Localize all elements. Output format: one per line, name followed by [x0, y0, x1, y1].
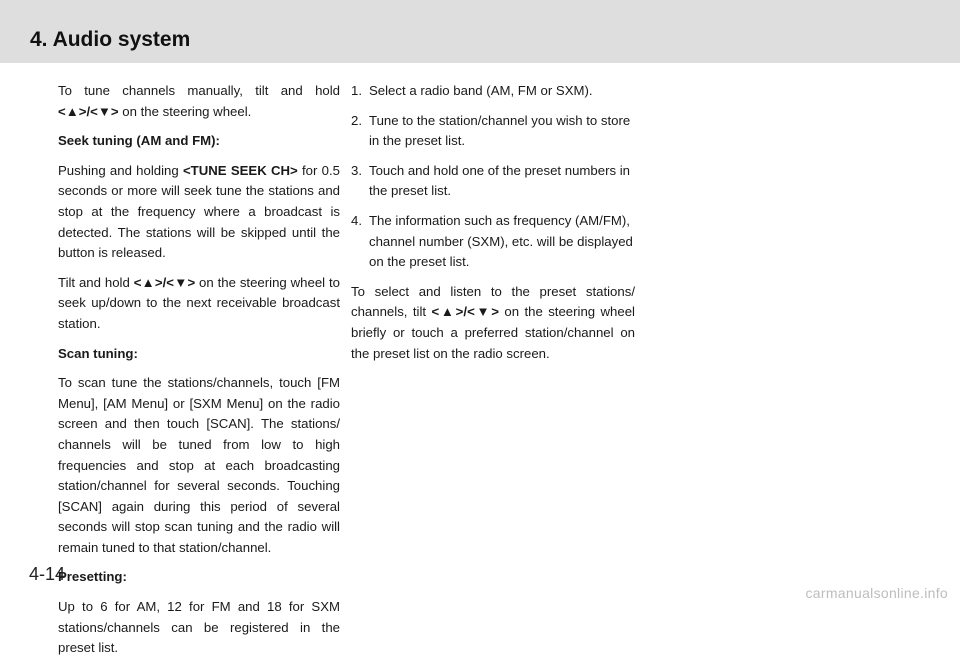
seek-paragraph-1	[58, 161, 340, 264]
step-number: 1.	[351, 83, 362, 98]
select-key-separator: /	[463, 304, 468, 320]
seek-p1-prefix: Pushing and holding	[58, 162, 183, 178]
manual-tune-text: To tune channels manually, tilt and hold	[58, 83, 340, 98]
steering-down-key	[90, 104, 118, 119]
list-item	[351, 161, 635, 202]
select-suffix: on the steering wheel briefly or touch a preferred station/channel on the preset list on the radio screen.	[351, 304, 635, 361]
seek-key-separator: /	[162, 274, 167, 290]
step-number: 3.	[351, 162, 362, 178]
step-number: 2.	[351, 112, 362, 128]
header-bar	[0, 0, 960, 63]
select-up-key: <▲>	[431, 304, 464, 320]
watermark: carmanualsonline.info	[805, 585, 948, 601]
select-preset-paragraph	[351, 282, 635, 364]
preset-heading: Presetting:	[58, 569, 127, 585]
list-item	[351, 81, 635, 102]
tune-seek-key: <TUNE SEEK CH>	[182, 162, 298, 178]
list-item	[351, 211, 635, 273]
step-text: Select a radio band (AM, FM or SXM).	[369, 83, 593, 98]
key-separator: /	[86, 103, 91, 119]
seek-p2-suffix: on the steering wheel to seek up/down to the next receivable broadcast station.	[58, 274, 340, 331]
seek-p2-prefix: Tilt and hold	[58, 274, 134, 290]
step-text: Tune to the station/channel you wish to store in the preset list.	[369, 112, 631, 149]
step-text: The information such as frequency (AM/FM), channel number (SXM), etc. will be displayed on the preset list.	[369, 212, 633, 270]
section-title: 4. Audio system	[30, 28, 191, 51]
steering-up-key	[58, 104, 86, 119]
scan-heading: Scan tuning:	[58, 345, 138, 361]
seek-p1-suffix: for 0.5 seconds or more will seek tune the stations and stop at the frequency where a broadcast is detected. The stations will be skipped until the button is released.	[58, 162, 340, 261]
manual-tune-suffix: on the steering wheel.	[118, 103, 252, 119]
seek-up-key: <▲>	[133, 274, 163, 290]
seek-heading: Seek tuning (AM and FM):	[58, 133, 220, 149]
steering-down-glyph: <▼>	[90, 103, 119, 119]
step-number: 4.	[351, 212, 362, 228]
steering-up-glyph: <▲>	[58, 103, 87, 119]
step-text: Touch and hold one of the preset numbers in the preset list.	[369, 162, 630, 199]
manual-tune-paragraph	[58, 81, 340, 122]
list-item	[351, 111, 635, 152]
seek-down-key: <▼>	[166, 274, 196, 290]
page-number: 4-14	[29, 564, 66, 584]
scan-paragraph: To scan tune the stations/channels, touch [FM Menu], [AM Menu] or [SXM Menu] on the radio screen and then touch [SCAN]. The stations/ channels will be tuned from low to high frequencies and stop at each broadcasting station/channel for several seconds. Touching [SCAN] again during this period of several seconds will stop scan tuning and the radio will remain tuned to that station/channel.	[58, 375, 340, 555]
select-prefix: To select and listen to the preset stations/ channels, tilt	[351, 283, 635, 320]
preset-paragraph: Up to 6 for AM, 12 for FM and 18 for SXM stations/channels can be registered in the preset list.	[58, 599, 340, 656]
preset-steps-list	[351, 81, 635, 273]
left-column	[58, 81, 340, 668]
select-down-key: <▼>	[467, 304, 499, 320]
seek-paragraph-2	[58, 273, 340, 335]
right-column	[351, 81, 635, 373]
